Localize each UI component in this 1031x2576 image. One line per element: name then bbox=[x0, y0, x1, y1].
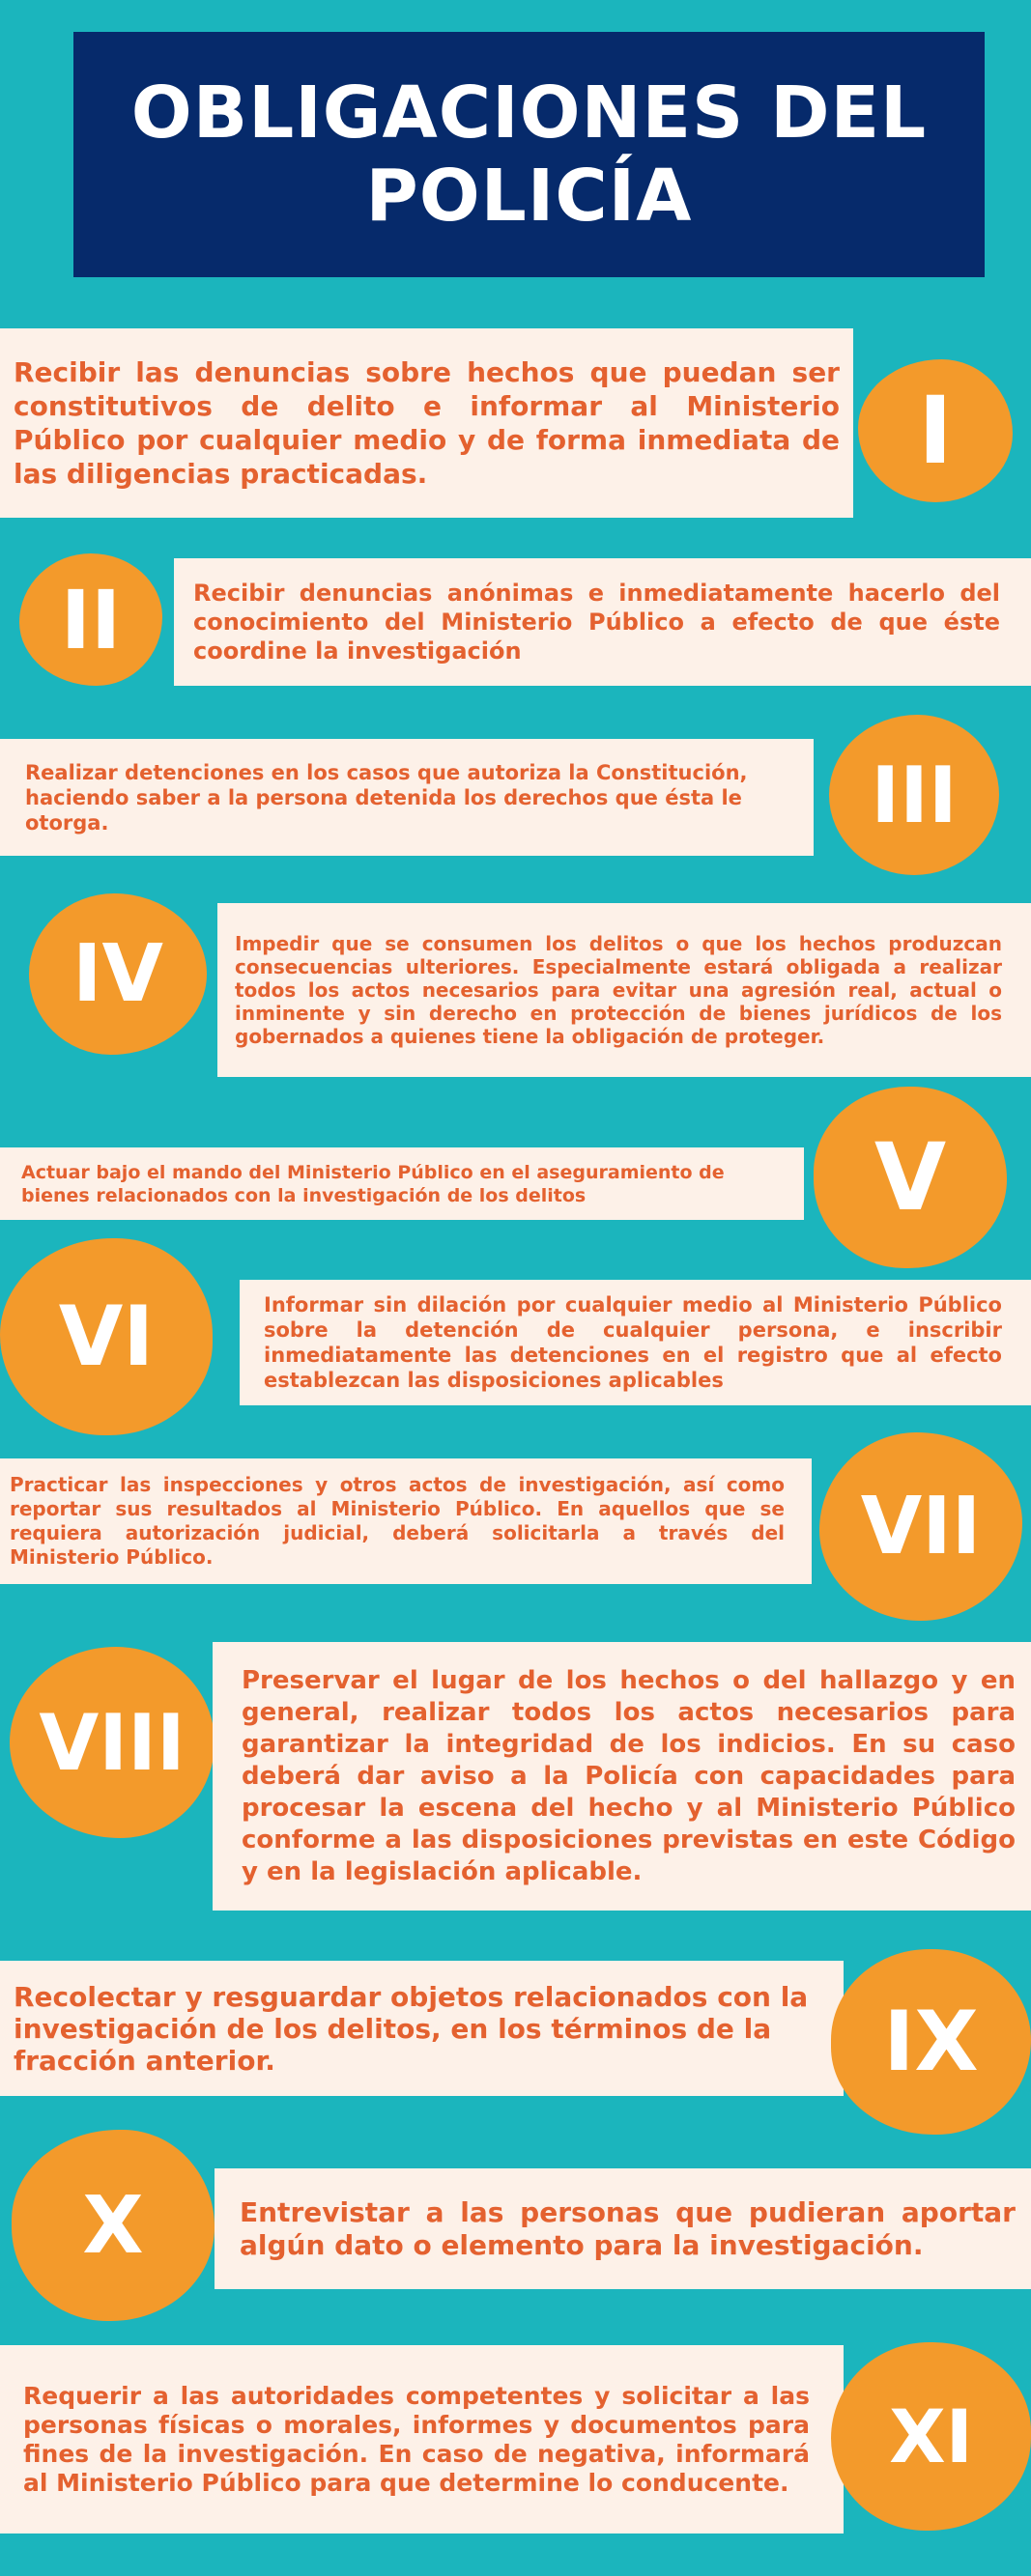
obligation-text: Recibir denuncias anónimas e inmediatamente hacerlo del conocimiento del Ministerio Público a efecto de que éste coordine la investigación bbox=[193, 580, 1000, 665]
numeral-label: VIII bbox=[39, 1697, 186, 1788]
obligation-text: Actuar bajo el mando del Ministerio Público en el aseguramiento de bienes relacionados con la investigación de los delitos bbox=[21, 1161, 725, 1206]
obligation-text: Practicar las inspecciones y otros actos de investigación, así como reportar sus resultados al Ministerio Público. En aquellos que se requiera autorización judicial, deberá solicitarla a través del Ministerio Público. bbox=[10, 1473, 785, 1569]
numeral-label: XI bbox=[889, 2393, 973, 2479]
obligation-card-9 bbox=[0, 1961, 844, 2096]
numeral-badge-5 bbox=[814, 1087, 1007, 1268]
numeral-label: IV bbox=[72, 928, 163, 1020]
obligation-text: Impedir que se consumen los delitos o que los hechos produzcan consecuencias ulteriores. Especialmente estará obligada a realizar todos los actos necesarios para evitar una agresión real, actual o inminente y sin derecho en protección de bienes jurídicos de los gobernados a quienes tiene la obligación de proteger. bbox=[235, 932, 1002, 1048]
obligation-card-10 bbox=[215, 2168, 1031, 2289]
numeral-label: VII bbox=[860, 1481, 982, 1572]
obligation-text: Preservar el lugar de los hechos o del hallazgo y en general, realizar todos los actos necesarios para garantizar la integridad de los indicios. En su caso deberá dar aviso a la Policía con capacidades para procesar la escena del hecho y al Ministerio Público conforme a las disposiciones previstas en este Código y en la legislación aplicable. bbox=[242, 1665, 1016, 1886]
obligation-card-1 bbox=[0, 328, 853, 518]
obligation-text: Requerir a las autoridades competentes y solicitar a las personas físicas o morales, informes y documentos para fines de la investigación. En caso de negativa, informará al Ministerio Público para que determine lo conducente. bbox=[23, 2381, 810, 2497]
numeral-label: IX bbox=[883, 1994, 979, 2090]
obligation-card-2 bbox=[174, 558, 1031, 686]
obligation-text: Entrevistar a las personas que pudieran aportar algún dato o elemento para la investigación. bbox=[240, 2195, 1016, 2261]
numeral-badge-1 bbox=[858, 359, 1013, 502]
obligation-card-5 bbox=[0, 1147, 804, 1220]
obligation-text: Informar sin dilación por cualquier medio al Ministerio Público sobre la detención de cualquier persona, e inscribir inmediatamente las detenciones en el registro que al efecto establezcan las disposiciones aplicables bbox=[264, 1293, 1002, 1392]
title-banner bbox=[73, 32, 985, 277]
numeral-label: V bbox=[873, 1123, 947, 1231]
numeral-badge-8 bbox=[10, 1647, 215, 1838]
obligation-text: Realizar detenciones en los casos que autoriza la Constitución, haciendo saber a la persona detenida los derechos que ésta le otorga. bbox=[25, 760, 748, 835]
obligation-text: Recibir las denuncias sobre hechos que puedan ser constitutivos de delito e informar al Ministerio Público por cualquier medio y de forma inmediata de las diligencias practicadas. bbox=[14, 356, 840, 490]
numeral-badge-11 bbox=[831, 2342, 1031, 2531]
numeral-label: X bbox=[82, 2179, 144, 2272]
numeral-badge-10 bbox=[12, 2130, 215, 2321]
obligation-card-6 bbox=[240, 1280, 1031, 1405]
numeral-badge-3 bbox=[829, 715, 999, 875]
numeral-badge-9 bbox=[831, 1949, 1031, 2135]
page-title: OBLIGACIONES DEL POLICÍA bbox=[130, 71, 928, 238]
numeral-badge-2 bbox=[19, 553, 162, 686]
numeral-badge-7 bbox=[819, 1432, 1022, 1621]
numeral-label: VI bbox=[58, 1288, 155, 1385]
obligation-card-3 bbox=[0, 739, 814, 856]
obligation-text: Recolectar y resguardar objetos relacionados con la investigación de los delitos, en los términos de la fracción anterior. bbox=[14, 1980, 809, 2077]
obligation-card-11 bbox=[0, 2345, 844, 2534]
obligation-card-7 bbox=[0, 1458, 812, 1584]
numeral-label: III bbox=[871, 750, 958, 840]
numeral-label: II bbox=[60, 572, 122, 667]
numeral-label: I bbox=[918, 377, 953, 485]
obligation-card-8 bbox=[213, 1642, 1031, 1911]
numeral-badge-4 bbox=[29, 893, 207, 1055]
obligation-card-4 bbox=[217, 903, 1031, 1077]
numeral-badge-6 bbox=[0, 1238, 213, 1435]
